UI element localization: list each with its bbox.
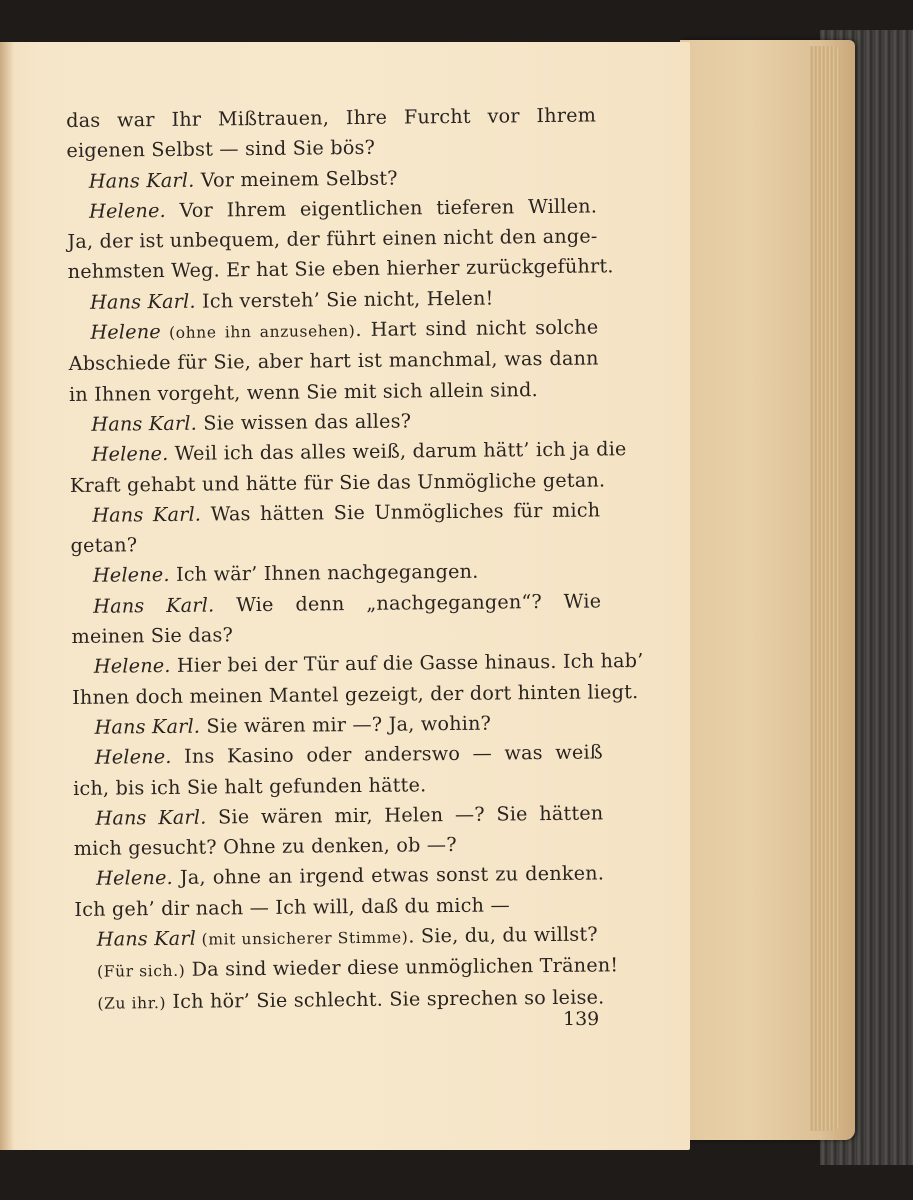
line-text: eigenen Selbst — sind Sie bös?: [66, 136, 376, 163]
line-text: getan?: [70, 533, 138, 558]
text-line: [73, 738, 603, 774]
line-text: mich gesucht? Ohne zu denken, ob —?: [73, 833, 457, 861]
speaker-name: Helene.: [92, 563, 170, 588]
text-line: [72, 647, 644, 683]
text-line: [75, 982, 605, 1019]
line-text: . Hart sind nicht solche: [355, 315, 599, 342]
speaker-name: Hans Karl.: [95, 805, 207, 830]
line-text: Kraft gehabt und hätte für Sie das Unmögliche getan.: [69, 467, 606, 497]
stage-direction: (ohne ihn anzusehen): [160, 322, 356, 343]
line-text: Vor Ihrem eigentlichen tieferen Willen.: [165, 194, 598, 222]
speaker-name: Hans Karl.: [89, 289, 196, 314]
speaker-name: Hans Karl.: [91, 411, 198, 436]
line-text: Ja, der ist unbequem, der führt einen nicht den ange-: [67, 224, 598, 254]
line-text: . Sie, du, du willst?: [408, 922, 598, 948]
text-line: [70, 495, 600, 531]
speaker-name: Hans Karl.: [92, 502, 202, 527]
line-text: Ihnen doch meinen Mantel gezeigt, der dort hinten liegt.: [72, 679, 639, 709]
page-number: 139: [563, 1008, 600, 1030]
speaker-name: Hans Karl.: [93, 593, 215, 618]
speaker-name: Helene: [90, 320, 161, 344]
stage-direction: (Für sich.): [96, 962, 186, 982]
line-text: Sie wissen das alles?: [196, 409, 412, 435]
speaker-name: Helene.: [95, 866, 174, 891]
text-line: [66, 100, 596, 136]
line-text: Sie wären mir —? Ja, wohin?: [200, 711, 492, 738]
line-text: Abschiede für Sie, aber hart ist manchmal, was dann: [68, 346, 599, 376]
speaker-name: Hans Karl: [96, 926, 197, 951]
stage-direction: (mit unsicherer Stimme): [196, 928, 409, 949]
stage-direction: (Zu ihr.): [97, 993, 167, 1013]
line-text: Ja, ohne an irgend etwas sonst zu denken.: [172, 861, 605, 890]
text-line: [71, 586, 601, 622]
line-text: Sie wären mir, Helen —? Sie hätten: [206, 801, 604, 829]
speaker-name: Hans Karl.: [88, 168, 195, 193]
line-text: Da sind wieder diese unmöglichen Tränen!: [185, 953, 619, 982]
line-text: in Ihnen vorgeht, wenn Sie mit sich allein sind.: [68, 377, 538, 406]
line-text: Ich geh’ dir nach — Ich will, daß du mich —: [74, 893, 510, 921]
line-text: das war Ihr Mißtrauen, Ihre Furcht vor Ihrem: [66, 103, 597, 132]
line-text: nehmsten Weg. Er hat Sie eben hierher zurückgeführt.: [67, 254, 614, 284]
line-text: Weil ich das alles weiß, darum hätt’ ich ja die: [168, 437, 627, 466]
line-text: meinen Sie das?: [71, 623, 234, 649]
speaker-name: Helene.: [93, 654, 171, 679]
text-line: [73, 798, 603, 834]
line-text: Vor meinem Selbst?: [194, 166, 398, 192]
speaker-name: Helene.: [91, 442, 169, 467]
text-line: [72, 677, 639, 713]
line-text: Ich versteh’ Sie nicht, Helen!: [195, 286, 494, 313]
line-text: ich, bis ich Sie halt gefunden hätte.: [73, 772, 427, 800]
text-line: [75, 951, 619, 988]
text-line: [70, 435, 627, 471]
page-text: [66, 100, 644, 1018]
line-text: Ich wär’ Ihnen nachgegangen.: [169, 560, 479, 587]
line-text: Ich hör’ Sie schlecht. Sie sprechen so leise.: [166, 985, 605, 1013]
text-line: [74, 859, 604, 895]
speaker-name: Helene.: [88, 198, 167, 223]
speaker-name: Helene.: [94, 745, 172, 769]
speaker-name: Hans Karl.: [94, 714, 201, 739]
page-stack: [810, 46, 840, 1131]
text-line: [69, 374, 599, 410]
text-line: [67, 252, 614, 288]
page-gutter: [0, 42, 14, 1150]
line-text: Ins Kasino oder anderswo — was weiß: [171, 740, 603, 769]
line-text: Hier bei der Tür auf die Gasse hinaus. Ich hab’: [170, 649, 644, 678]
line-text: Wie denn „nachgegangen“? Wie: [214, 589, 602, 617]
line-text: Was hätten Sie Unmögliches für mich: [201, 498, 601, 526]
